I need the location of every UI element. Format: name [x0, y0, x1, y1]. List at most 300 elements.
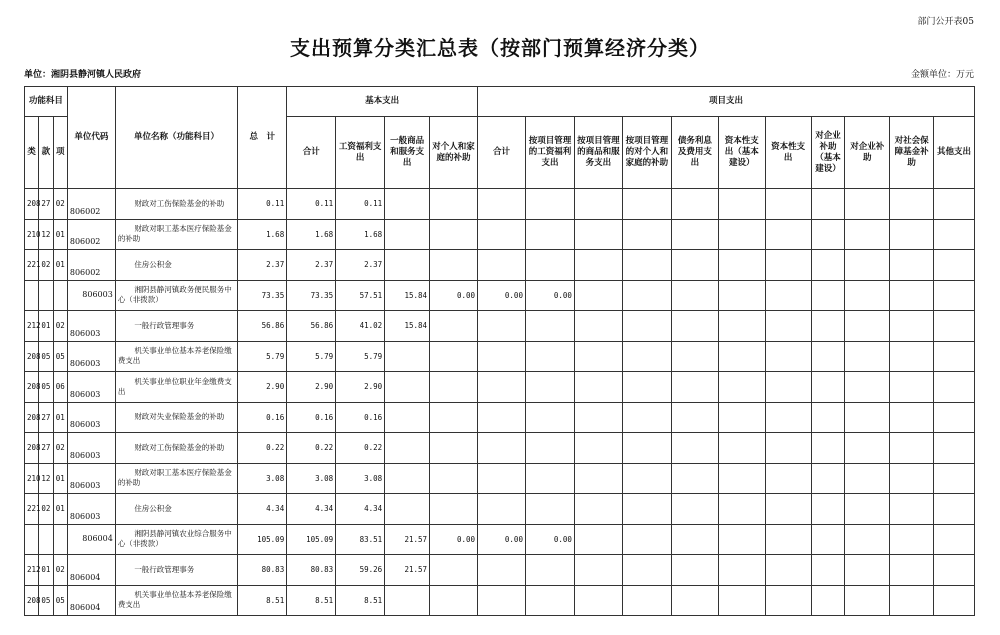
- basic-family-cell: [430, 494, 478, 525]
- empty-cell: [574, 372, 622, 403]
- empty-cell: [671, 555, 718, 586]
- unit-name-cell: 财政对职工基本医疗保险基金的补助: [115, 463, 237, 494]
- project-wage-cell: [525, 341, 574, 372]
- xiang-cell: 02: [53, 311, 67, 342]
- empty-cell: [890, 311, 934, 342]
- empty-cell: [811, 250, 845, 281]
- empty-cell: [811, 341, 845, 372]
- empty-cell: [622, 189, 671, 220]
- empty-cell: [890, 219, 934, 250]
- basic-goods-cell: 21.57: [385, 555, 430, 586]
- basic-wage-cell: 0.22: [336, 433, 385, 464]
- total-cell: 5.79: [238, 341, 287, 372]
- empty-cell: [765, 219, 811, 250]
- empty-cell: [574, 555, 622, 586]
- empty-cell: [718, 463, 765, 494]
- empty-cell: [811, 189, 845, 220]
- table-row: [25, 402, 975, 433]
- basic-goods-cell: [385, 189, 430, 220]
- empty-cell: [718, 341, 765, 372]
- empty-cell: [622, 555, 671, 586]
- total-cell: 2.37: [238, 250, 287, 281]
- empty-cell: [622, 463, 671, 494]
- total-cell: 105.09: [238, 524, 287, 555]
- header-project: 项目支出: [478, 87, 975, 117]
- empty-cell: [574, 585, 622, 616]
- header-basic-family: 对个人和家庭的补助: [430, 117, 478, 189]
- header-basic-total: 合计: [287, 117, 336, 189]
- empty-cell: [765, 280, 811, 311]
- empty-cell: [934, 555, 975, 586]
- empty-cell: [671, 280, 718, 311]
- xiang-cell: 01: [53, 494, 67, 525]
- basic-family-cell: [430, 433, 478, 464]
- unit-name-cell: 住房公积金: [115, 250, 237, 281]
- basic-family-cell: 0.00: [430, 524, 478, 555]
- xiang-cell: 01: [53, 463, 67, 494]
- empty-cell: [934, 189, 975, 220]
- empty-cell: [811, 372, 845, 403]
- total-cell: 0.11: [238, 189, 287, 220]
- basic-wage-cell: 83.51: [336, 524, 385, 555]
- header-project-enterprise: 对企业补助: [845, 117, 890, 189]
- empty-cell: [622, 402, 671, 433]
- xiang-cell: 01: [53, 219, 67, 250]
- basic-wage-cell: 0.11: [336, 189, 385, 220]
- kuan-cell: [39, 280, 53, 311]
- project-total-cell: [478, 250, 526, 281]
- unit-name-cell: 一般行政管理事务: [115, 311, 237, 342]
- unit-name-cell: 财政对工伤保险基金的补助: [115, 433, 237, 464]
- project-total-cell: [478, 372, 526, 403]
- project-wage-cell: 0.00: [525, 280, 574, 311]
- project-total-cell: 0.00: [478, 280, 526, 311]
- empty-cell: [811, 524, 845, 555]
- empty-cell: [811, 494, 845, 525]
- header-basic-goods: 一般商品和服务支出: [385, 117, 430, 189]
- project-wage-cell: [525, 250, 574, 281]
- lei-cell: 210: [25, 463, 39, 494]
- kuan-cell: 27: [39, 402, 53, 433]
- unit-code-cell: 806003: [67, 463, 115, 494]
- empty-cell: [574, 280, 622, 311]
- project-total-cell: [478, 463, 526, 494]
- empty-cell: [671, 524, 718, 555]
- header-xiang: 项: [53, 117, 67, 189]
- project-total-cell: [478, 555, 526, 586]
- total-cell: 8.51: [238, 585, 287, 616]
- empty-cell: [765, 585, 811, 616]
- kuan-cell: 02: [39, 494, 53, 525]
- empty-cell: [574, 524, 622, 555]
- empty-cell: [718, 189, 765, 220]
- empty-cell: [934, 524, 975, 555]
- empty-cell: [934, 250, 975, 281]
- empty-cell: [671, 189, 718, 220]
- lei-cell: 212: [25, 555, 39, 586]
- project-wage-cell: [525, 311, 574, 342]
- basic-family-cell: [430, 402, 478, 433]
- basic-wage-cell: 59.26: [336, 555, 385, 586]
- basic-goods-cell: [385, 250, 430, 281]
- basic-family-cell: [430, 219, 478, 250]
- empty-cell: [622, 250, 671, 281]
- basic-total-cell: 73.35: [287, 280, 336, 311]
- table-row: [25, 585, 975, 616]
- total-cell: 3.08: [238, 463, 287, 494]
- total-cell: 2.90: [238, 372, 287, 403]
- empty-cell: [811, 433, 845, 464]
- project-total-cell: [478, 311, 526, 342]
- empty-cell: [718, 311, 765, 342]
- empty-cell: [718, 372, 765, 403]
- basic-total-cell: 0.22: [287, 433, 336, 464]
- unit-code-cell: 806003: [67, 494, 115, 525]
- empty-cell: [574, 189, 622, 220]
- basic-wage-cell: 0.16: [336, 402, 385, 433]
- unit-name-cell: 机关事业单位基本养老保险缴费支出: [115, 585, 237, 616]
- lei-cell: [25, 280, 39, 311]
- lei-cell: 221: [25, 494, 39, 525]
- header-project-capital-basic: 资本性支出（基本建设）: [718, 117, 765, 189]
- empty-cell: [718, 494, 765, 525]
- empty-cell: [890, 372, 934, 403]
- table-row: [25, 494, 975, 525]
- empty-cell: [765, 555, 811, 586]
- empty-cell: [890, 341, 934, 372]
- table-row: [25, 433, 975, 464]
- empty-cell: [718, 219, 765, 250]
- total-cell: 80.83: [238, 555, 287, 586]
- project-total-cell: [478, 341, 526, 372]
- empty-cell: [845, 341, 890, 372]
- kuan-cell: 27: [39, 433, 53, 464]
- empty-cell: [671, 433, 718, 464]
- empty-cell: [765, 524, 811, 555]
- basic-total-cell: 4.34: [287, 494, 336, 525]
- basic-goods-cell: [385, 433, 430, 464]
- empty-cell: [890, 463, 934, 494]
- empty-cell: [890, 494, 934, 525]
- empty-cell: [574, 494, 622, 525]
- header-project-capital: 资本性支出: [765, 117, 811, 189]
- basic-goods-cell: 21.57: [385, 524, 430, 555]
- empty-cell: [765, 250, 811, 281]
- basic-total-cell: 56.86: [287, 311, 336, 342]
- table-body: [25, 189, 975, 616]
- empty-cell: [574, 463, 622, 494]
- basic-goods-cell: 15.84: [385, 311, 430, 342]
- empty-cell: [934, 433, 975, 464]
- header-lei: 类: [25, 117, 39, 189]
- kuan-cell: 12: [39, 219, 53, 250]
- basic-goods-cell: [385, 219, 430, 250]
- table-row: [25, 341, 975, 372]
- empty-cell: [811, 311, 845, 342]
- xiang-cell: 02: [53, 189, 67, 220]
- unit-name-cell: 财政对工伤保险基金的补助: [115, 189, 237, 220]
- empty-cell: [934, 402, 975, 433]
- basic-total-cell: 1.68: [287, 219, 336, 250]
- table-row: [25, 372, 975, 403]
- empty-cell: [622, 433, 671, 464]
- empty-cell: [934, 372, 975, 403]
- unit-code-cell: 806002: [67, 219, 115, 250]
- empty-cell: [890, 555, 934, 586]
- empty-cell: [845, 494, 890, 525]
- total-cell: 0.16: [238, 402, 287, 433]
- project-wage-cell: [525, 585, 574, 616]
- empty-cell: [622, 280, 671, 311]
- form-code: 部门公开表05: [917, 17, 974, 27]
- project-wage-cell: [525, 555, 574, 586]
- empty-cell: [811, 463, 845, 494]
- unit-code-cell: 806004: [67, 524, 115, 555]
- empty-cell: [845, 250, 890, 281]
- empty-cell: [622, 311, 671, 342]
- basic-wage-cell: 57.51: [336, 280, 385, 311]
- unit-code-cell: 806004: [67, 555, 115, 586]
- header-total: 总 计: [238, 87, 287, 189]
- empty-cell: [622, 494, 671, 525]
- empty-cell: [765, 372, 811, 403]
- empty-cell: [934, 585, 975, 616]
- basic-wage-cell: 2.90: [336, 372, 385, 403]
- header-project-family: 按项目管理的对个人和家庭的补助: [622, 117, 671, 189]
- unit-name-cell: 住房公积金: [115, 494, 237, 525]
- empty-cell: [574, 311, 622, 342]
- header-kuan: 款: [39, 117, 53, 189]
- empty-cell: [765, 494, 811, 525]
- empty-cell: [811, 219, 845, 250]
- empty-cell: [765, 341, 811, 372]
- empty-cell: [574, 341, 622, 372]
- empty-cell: [845, 189, 890, 220]
- basic-goods-cell: [385, 372, 430, 403]
- basic-total-cell: 0.11: [287, 189, 336, 220]
- money-unit-label: 金额单位：万元: [910, 70, 974, 80]
- lei-cell: 208: [25, 372, 39, 403]
- table-row: [25, 280, 975, 311]
- empty-cell: [890, 189, 934, 220]
- empty-cell: [671, 585, 718, 616]
- empty-cell: [765, 433, 811, 464]
- lei-cell: 208: [25, 189, 39, 220]
- empty-cell: [934, 463, 975, 494]
- empty-cell: [845, 524, 890, 555]
- unit-code-cell: 806003: [67, 341, 115, 372]
- project-total-cell: [478, 494, 526, 525]
- empty-cell: [718, 555, 765, 586]
- header-project-total: 合计: [478, 117, 526, 189]
- empty-cell: [845, 555, 890, 586]
- empty-cell: [890, 524, 934, 555]
- empty-cell: [845, 463, 890, 494]
- basic-family-cell: [430, 463, 478, 494]
- project-wage-cell: [525, 433, 574, 464]
- basic-wage-cell: 3.08: [336, 463, 385, 494]
- unit-name-cell: 机关事业单位基本养老保险缴费支出: [115, 341, 237, 372]
- empty-cell: [671, 494, 718, 525]
- lei-cell: 208: [25, 585, 39, 616]
- header-func-subject: 功能科目: [25, 87, 68, 117]
- unit-code-cell: 806004: [67, 585, 115, 616]
- empty-cell: [671, 341, 718, 372]
- lei-cell: 212: [25, 311, 39, 342]
- empty-cell: [845, 585, 890, 616]
- basic-goods-cell: [385, 463, 430, 494]
- empty-cell: [934, 311, 975, 342]
- header-project-enterprise-basic: 对企业补助（基本建设）: [811, 117, 845, 189]
- header-project-other: 其他支出: [934, 117, 975, 189]
- table-row: [25, 524, 975, 555]
- empty-cell: [622, 219, 671, 250]
- empty-cell: [890, 433, 934, 464]
- kuan-cell: 01: [39, 311, 53, 342]
- empty-cell: [934, 219, 975, 250]
- empty-cell: [811, 402, 845, 433]
- total-cell: 1.68: [238, 219, 287, 250]
- empty-cell: [671, 372, 718, 403]
- project-wage-cell: [525, 494, 574, 525]
- empty-cell: [718, 433, 765, 464]
- project-total-cell: [478, 585, 526, 616]
- empty-cell: [718, 250, 765, 281]
- lei-cell: 210: [25, 219, 39, 250]
- kuan-cell: 05: [39, 372, 53, 403]
- basic-wage-cell: 5.79: [336, 341, 385, 372]
- project-wage-cell: [525, 402, 574, 433]
- xiang-cell: [53, 280, 67, 311]
- empty-cell: [671, 219, 718, 250]
- empty-cell: [845, 402, 890, 433]
- empty-cell: [845, 311, 890, 342]
- empty-cell: [671, 250, 718, 281]
- empty-cell: [934, 341, 975, 372]
- xiang-cell: 02: [53, 433, 67, 464]
- empty-cell: [765, 189, 811, 220]
- header-basic-wage: 工资福利支出: [336, 117, 385, 189]
- basic-total-cell: 105.09: [287, 524, 336, 555]
- empty-cell: [574, 250, 622, 281]
- lei-cell: 208: [25, 402, 39, 433]
- basic-family-cell: [430, 372, 478, 403]
- page-title: 支出预算分类汇总表（按部门预算经济分类）: [290, 36, 710, 60]
- basic-family-cell: [430, 311, 478, 342]
- empty-cell: [718, 585, 765, 616]
- basic-goods-cell: 15.84: [385, 280, 430, 311]
- basic-wage-cell: 2.37: [336, 250, 385, 281]
- basic-wage-cell: 41.02: [336, 311, 385, 342]
- empty-cell: [671, 402, 718, 433]
- empty-cell: [718, 524, 765, 555]
- empty-cell: [718, 402, 765, 433]
- empty-cell: [934, 280, 975, 311]
- empty-cell: [890, 280, 934, 311]
- empty-cell: [934, 494, 975, 525]
- kuan-cell: [39, 524, 53, 555]
- kuan-cell: 05: [39, 341, 53, 372]
- header-basic: 基本支出: [287, 87, 478, 117]
- xiang-cell: 01: [53, 250, 67, 281]
- project-total-cell: [478, 433, 526, 464]
- empty-cell: [574, 433, 622, 464]
- total-cell: 4.34: [238, 494, 287, 525]
- project-total-cell: 0.00: [478, 524, 526, 555]
- table-row: [25, 250, 975, 281]
- header-unit-code: 单位代码: [67, 87, 115, 189]
- project-total-cell: [478, 402, 526, 433]
- unit-code-cell: 806002: [67, 189, 115, 220]
- basic-family-cell: 0.00: [430, 280, 478, 311]
- basic-total-cell: 2.90: [287, 372, 336, 403]
- total-cell: 0.22: [238, 433, 287, 464]
- xiang-cell: 05: [53, 585, 67, 616]
- empty-cell: [845, 372, 890, 403]
- basic-family-cell: [430, 341, 478, 372]
- unit-name-cell: 一般行政管理事务: [115, 555, 237, 586]
- empty-cell: [765, 402, 811, 433]
- empty-cell: [845, 433, 890, 464]
- empty-cell: [622, 585, 671, 616]
- basic-goods-cell: [385, 402, 430, 433]
- unit-label: 单位：湘阴县静河镇人民政府: [24, 70, 142, 80]
- lei-cell: 208: [25, 341, 39, 372]
- empty-cell: [574, 219, 622, 250]
- unit-name-cell: 湘阴县静河镇农业综合服务中心（非拨款）: [115, 524, 237, 555]
- basic-goods-cell: [385, 585, 430, 616]
- empty-cell: [811, 555, 845, 586]
- total-cell: 73.35: [238, 280, 287, 311]
- empty-cell: [765, 463, 811, 494]
- basic-total-cell: 2.37: [287, 250, 336, 281]
- project-wage-cell: 0.00: [525, 524, 574, 555]
- empty-cell: [811, 585, 845, 616]
- lei-cell: 208: [25, 433, 39, 464]
- kuan-cell: 12: [39, 463, 53, 494]
- empty-cell: [890, 402, 934, 433]
- empty-cell: [845, 219, 890, 250]
- lei-cell: [25, 524, 39, 555]
- unit-code-cell: 806003: [67, 402, 115, 433]
- project-wage-cell: [525, 372, 574, 403]
- basic-wage-cell: 4.34: [336, 494, 385, 525]
- empty-cell: [671, 311, 718, 342]
- lei-cell: 221: [25, 250, 39, 281]
- project-wage-cell: [525, 189, 574, 220]
- basic-family-cell: [430, 555, 478, 586]
- basic-total-cell: 3.08: [287, 463, 336, 494]
- empty-cell: [622, 372, 671, 403]
- basic-goods-cell: [385, 341, 430, 372]
- unit-name-cell: 机关事业单位职业年金缴费支出: [115, 372, 237, 403]
- header-project-wage: 按项目管理的工资福利支出: [525, 117, 574, 189]
- xiang-cell: [53, 524, 67, 555]
- basic-family-cell: [430, 189, 478, 220]
- empty-cell: [718, 280, 765, 311]
- unit-code-cell: 806003: [67, 311, 115, 342]
- basic-wage-cell: 1.68: [336, 219, 385, 250]
- kuan-cell: 05: [39, 585, 53, 616]
- unit-name-cell: 财政对职工基本医疗保险基金的补助: [115, 219, 237, 250]
- empty-cell: [622, 341, 671, 372]
- project-total-cell: [478, 219, 526, 250]
- empty-cell: [890, 585, 934, 616]
- xiang-cell: 06: [53, 372, 67, 403]
- header-project-social-security: 对社会保障基金补助: [890, 117, 934, 189]
- unit-name-cell: 财政对失业保险基金的补助: [115, 402, 237, 433]
- unit-code-cell: 806003: [67, 372, 115, 403]
